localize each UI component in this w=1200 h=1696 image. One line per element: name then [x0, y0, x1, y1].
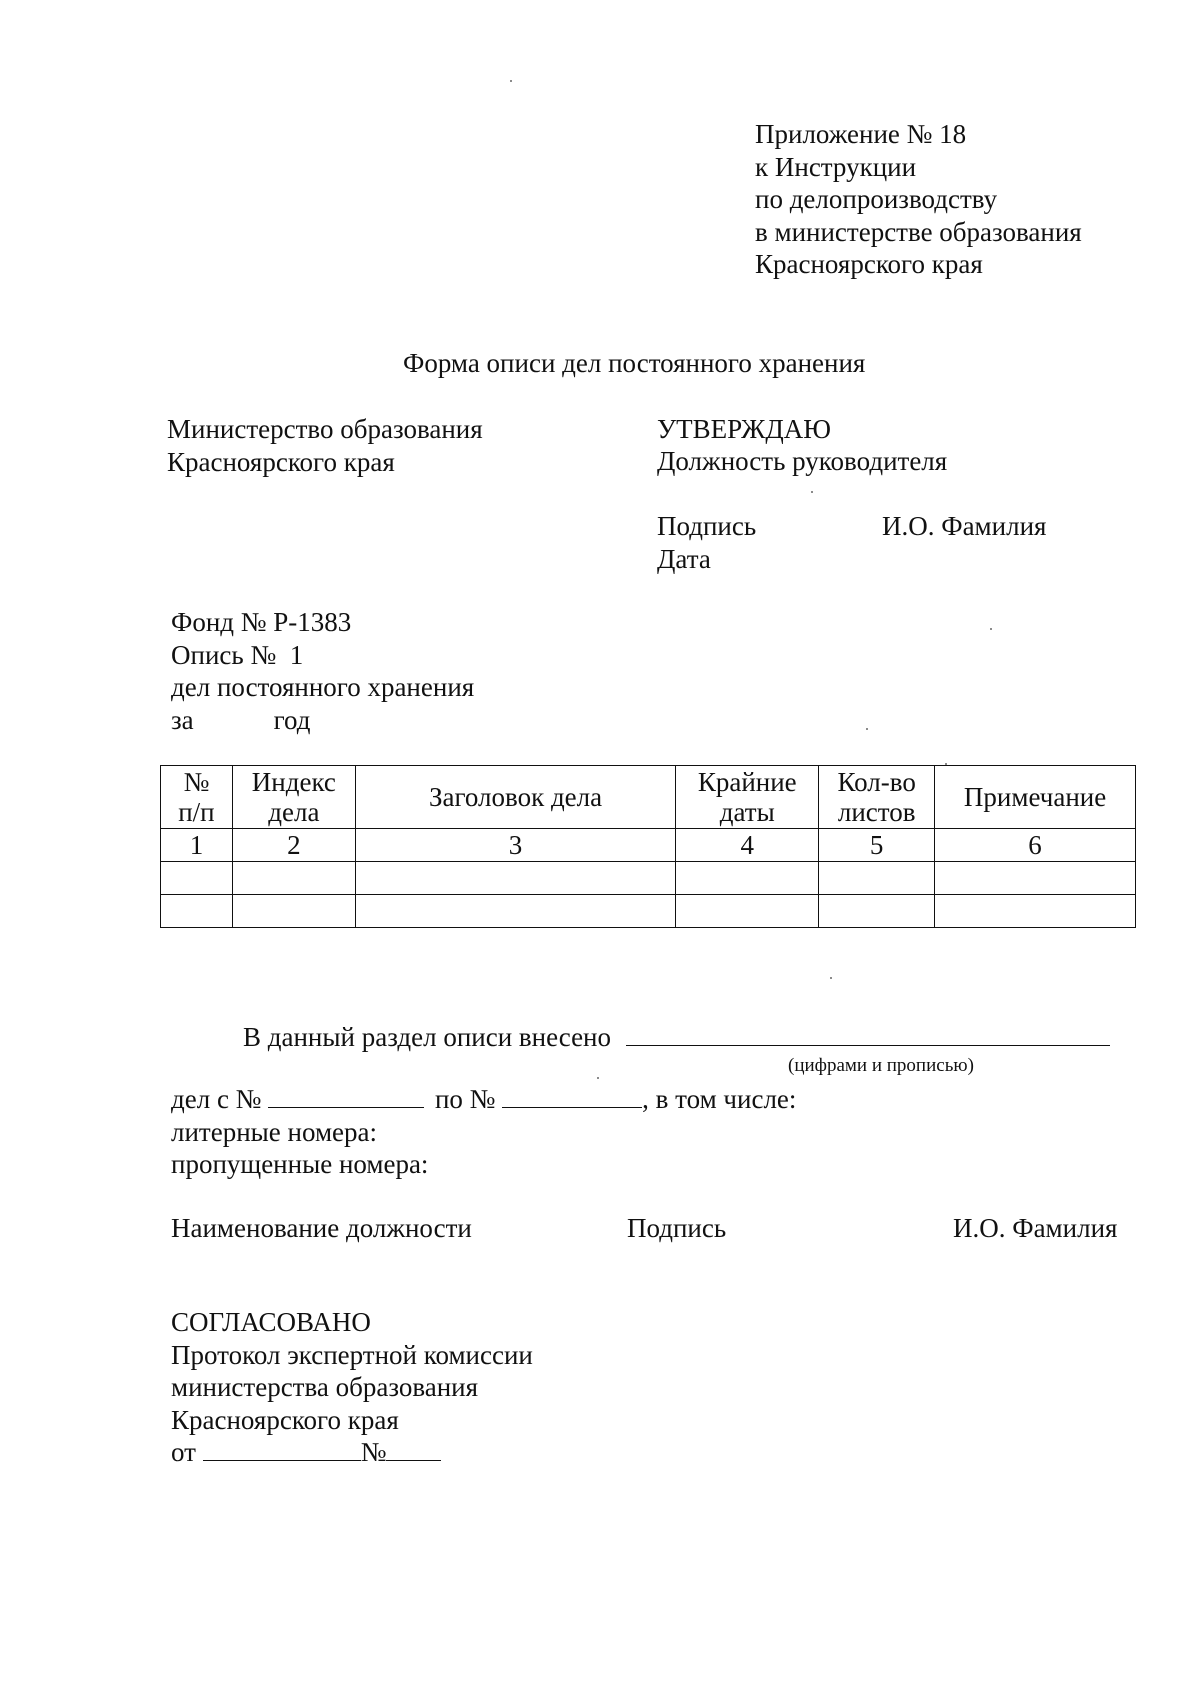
agreed-date-line [171, 1436, 533, 1469]
fund-block [171, 606, 474, 736]
agreed-line: Красноярского края [171, 1404, 399, 1435]
inventory-number: Опись № 1 [171, 639, 304, 670]
agreed-line: Протокол экспертной комиссии [171, 1339, 533, 1370]
table-row [161, 895, 1136, 928]
agreed-block [171, 1306, 533, 1469]
cases-to-blank [502, 1083, 642, 1108]
missing-numbers: пропущенные номера: [171, 1149, 429, 1179]
table-cell [676, 862, 819, 895]
column-number: 1 [161, 829, 233, 862]
agreed-no-blank [386, 1436, 441, 1461]
table-cell [232, 895, 355, 928]
agreed-line: министерства образования [171, 1372, 479, 1402]
agreed-date-blank [203, 1436, 361, 1461]
year-label: год [273, 704, 311, 735]
signoff-signature: Подпись [627, 1213, 727, 1243]
including-label: , в том числе: [642, 1084, 797, 1114]
table-cell [161, 895, 233, 928]
scan-speck [866, 728, 868, 730]
approval-signature: Подпись [657, 511, 757, 541]
header-index: Индекс дела [232, 766, 355, 829]
table-row [161, 862, 1136, 895]
cases-from-label: дел с № [171, 1084, 262, 1114]
cases-to-label: по № [434, 1084, 496, 1114]
table-cell [819, 862, 935, 895]
header-sheets: Кол-во листов [819, 766, 935, 829]
table-numbering-row [161, 829, 1136, 862]
approval-position: Должность руководителя [657, 446, 948, 476]
letter-numbers: литерные номера: [171, 1117, 378, 1147]
entered-label: В данный раздел описи внесено [243, 1022, 612, 1052]
table-cell [935, 862, 1136, 895]
header-title: Заголовок дела [355, 766, 676, 829]
signoff-name: И.О. Фамилия [953, 1213, 1118, 1243]
scan-speck [811, 491, 813, 493]
appendix-line: по делопроизводству [755, 184, 998, 214]
scan-speck [945, 763, 947, 765]
table-cell [355, 895, 676, 928]
scan-speck [990, 628, 992, 630]
approval-name: И.О. Фамилия [882, 511, 1047, 541]
column-number: 4 [676, 829, 819, 862]
year-line [171, 704, 474, 737]
organization-block [167, 413, 483, 478]
scan-speck [510, 80, 512, 82]
signoff-position: Наименование должности [171, 1213, 472, 1243]
entered-blank [626, 1021, 1110, 1046]
appendix-line: Приложение № 18 [755, 119, 967, 149]
appendix-line: в министерстве образования [755, 216, 1082, 247]
entered-line [243, 1021, 1110, 1054]
organization-line: Красноярского края [167, 446, 395, 477]
column-number: 3 [355, 829, 676, 862]
table-cell [161, 862, 233, 895]
table-cell [355, 862, 676, 895]
header-note: Примечание [935, 766, 1136, 829]
agreed-from-label: от [171, 1437, 196, 1467]
cases-from-blank [268, 1083, 424, 1108]
scan-speck [597, 1077, 599, 1079]
table-cell [676, 895, 819, 928]
form-title: Форма описи дел постоянного хранения [403, 348, 866, 378]
scan-speck [830, 977, 832, 979]
agreed-no-label: № [360, 1437, 387, 1467]
table-cell [935, 895, 1136, 928]
agreed-heading: СОГЛАСОВАНО [171, 1307, 371, 1337]
table-cell [819, 895, 935, 928]
approval-heading: УТВЕРЖДАЮ [657, 414, 832, 444]
header-dates: Крайние даты [676, 766, 819, 829]
storage-kind: дел постоянного хранения [171, 672, 475, 702]
organization-line: Министерство образования [167, 414, 483, 444]
column-number: 5 [819, 829, 935, 862]
header-number: № п/п [161, 766, 233, 829]
fund-number: Фонд № Р-1383 [171, 607, 352, 637]
column-number: 2 [232, 829, 355, 862]
appendix-line: к Инструкции [755, 151, 917, 182]
column-number: 6 [935, 829, 1136, 862]
appendix-block [755, 118, 1082, 281]
year-for-label: за [171, 704, 194, 735]
approval-date: Дата [657, 544, 711, 574]
appendix-line: Красноярского края [755, 249, 983, 279]
table-cell [232, 862, 355, 895]
table-header-row [161, 766, 1136, 829]
cases-range-line [171, 1083, 796, 1116]
inventory-table [160, 765, 1136, 928]
entered-hint: (цифрами и прописью) [788, 1055, 974, 1076]
